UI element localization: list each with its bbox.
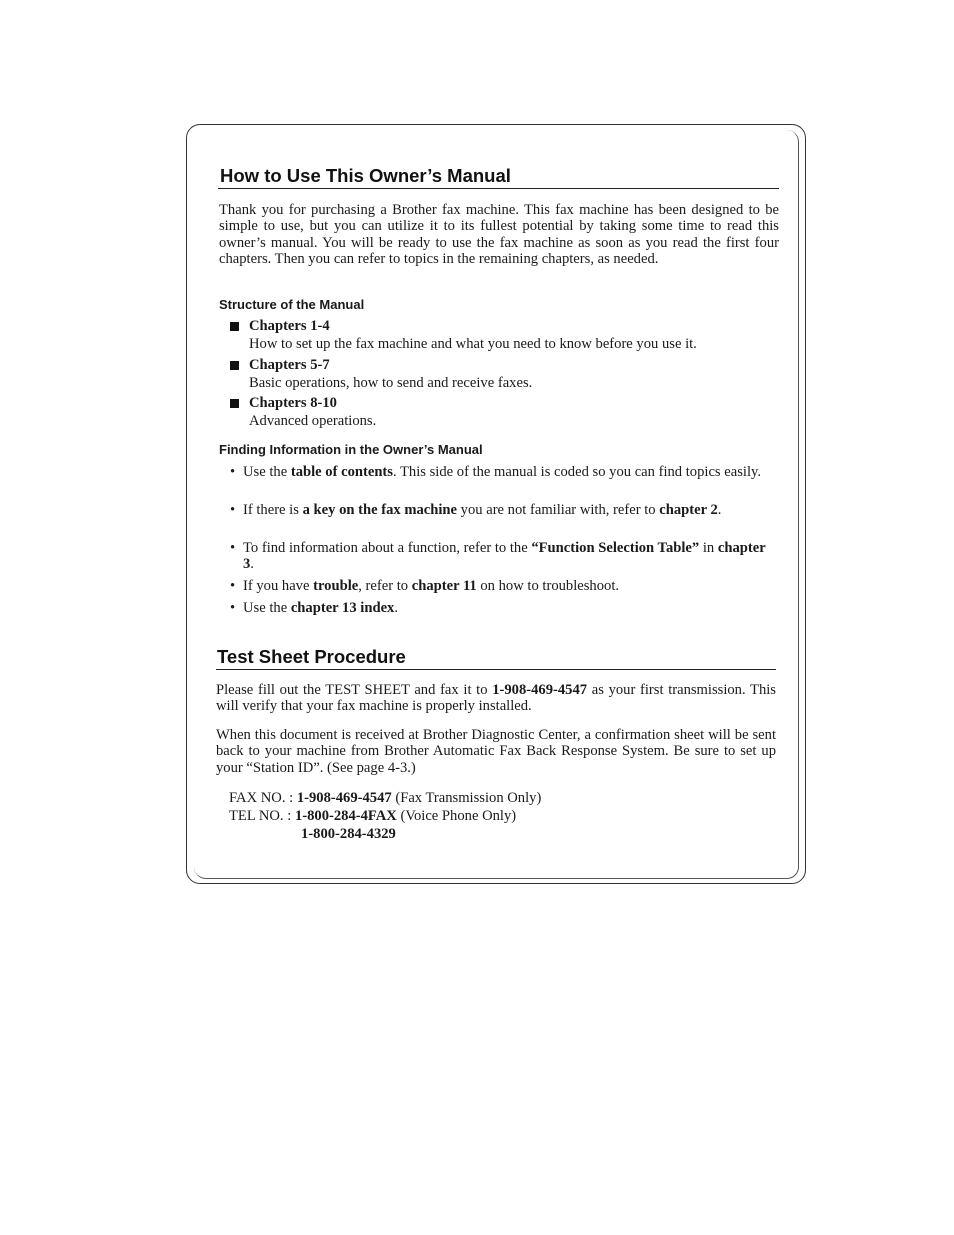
structure-item-label: Chapters 8-10 (249, 395, 337, 411)
section-title-rule (216, 669, 776, 670)
fax-label: FAX NO. : (229, 790, 297, 806)
emphasis-text: chapter 2 (659, 502, 718, 518)
text-segment: If you have (243, 578, 314, 594)
text-segment: . (717, 502, 722, 518)
text-segment: you are not familiar with, refer to (457, 502, 660, 518)
emphasis-text: 1-908-469-4547 (492, 682, 588, 698)
emphasis-text: chapter 3 (243, 540, 766, 572)
bullet-dot-icon: • (230, 578, 236, 594)
text-segment: If there is (243, 502, 303, 518)
fax-note: (Fax Transmission Only) (391, 790, 542, 806)
text-segment: Use the (243, 464, 291, 480)
text-segment: . (394, 600, 398, 616)
section-title-rule (218, 188, 779, 189)
text-segment: To find information about a function, refer to the (243, 540, 532, 556)
finding-heading: Finding Information in the Owner’s Manual (219, 442, 483, 457)
structure-item-desc: Basic operations, how to send and receive faxes. (249, 375, 533, 391)
fax-number-line (229, 790, 541, 808)
square-bullet-icon (230, 322, 239, 331)
emphasis-text: a key on the fax machine (302, 502, 458, 518)
text-segment: Use the (243, 600, 291, 616)
emphasis-text: “Function Selection Table” (531, 540, 700, 556)
emphasis-text: trouble (313, 578, 359, 594)
tel-number-line (229, 808, 516, 826)
finding-item-text (243, 600, 780, 616)
section-title-how-to-use: How to Use This Owner’s Manual (220, 165, 511, 186)
emphasis-text: table of contents (290, 464, 393, 480)
bullet-dot-icon: • (230, 502, 236, 518)
square-bullet-icon (230, 361, 239, 370)
bullet-dot-icon: • (230, 540, 236, 556)
finding-list-item (230, 578, 780, 596)
finding-list-item (230, 464, 780, 498)
tel-note: (Voice Phone Only) (396, 808, 517, 824)
tel-label: TEL NO. : (229, 808, 295, 824)
test-sheet-paragraph (216, 682, 776, 715)
intro-paragraph: Thank you for purchasing a Brother fax machine. This fax machine has been designed to be simple to use, but you can utilize it to its fullest potential by taking some time to read this owner’s manual. You will be ready to use the fax machine as soon as you read the first four chapters. Then you can refer to topics in the remaining chapters, as needed. (219, 202, 779, 268)
finding-item-text (243, 502, 780, 518)
structure-item-desc: How to set up the fax machine and what you need to know before you use it. (249, 336, 697, 352)
finding-list-item (230, 600, 780, 618)
structure-item-desc: Advanced operations. (249, 413, 377, 429)
bullet-dot-icon: • (230, 464, 236, 480)
structure-item-label: Chapters 5-7 (249, 357, 330, 373)
confirmation-paragraph: When this document is received at Brother Diagnostic Center, a confirmation sheet will be sent back to your machine from Brother Automatic Fax Back Response System. Be sure to set up your “Station ID”. (See page 4-3.) (216, 727, 776, 776)
finding-list-item (230, 502, 780, 536)
bullet-dot-icon: • (230, 600, 236, 616)
text-segment: Please fill out the TEST SHEET and fax it to (216, 682, 493, 698)
text-segment: , refer to (358, 578, 412, 594)
text-segment: . This side of the manual is coded so you can find topics easily. (392, 464, 761, 480)
square-bullet-icon (230, 399, 239, 408)
structure-item-label: Chapters 1-4 (249, 318, 330, 334)
tel-number: 1-800-284-4FAX (294, 808, 397, 824)
section-title-test-sheet: Test Sheet Procedure (217, 646, 406, 667)
fax-number: 1-908-469-4547 (296, 790, 392, 806)
text-segment: in (699, 540, 718, 556)
emphasis-text: chapter 11 (411, 578, 477, 594)
finding-item-text (243, 464, 780, 480)
text-segment: on how to troubleshoot. (476, 578, 620, 594)
structure-heading: Structure of the Manual (219, 297, 365, 312)
text-segment: . (250, 556, 254, 572)
emphasis-text: chapter 13 index (290, 600, 395, 616)
tel-number-secondary: 1-800-284-4329 (301, 826, 396, 842)
finding-item-text (243, 578, 780, 594)
finding-list-item (230, 540, 780, 574)
text-segment: as your first transmission. This will verify that your fax machine is properly installed. (216, 682, 776, 715)
finding-item-text (243, 540, 780, 572)
